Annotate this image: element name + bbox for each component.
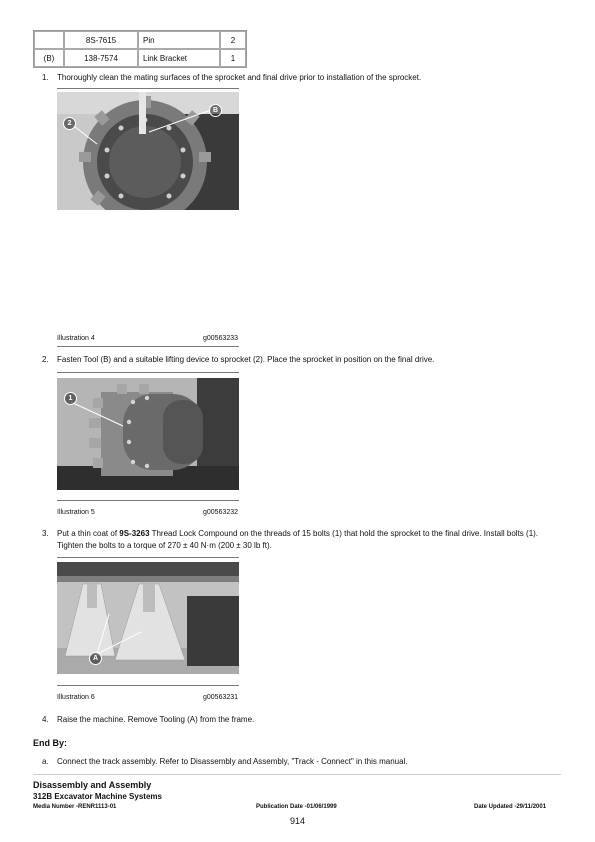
part-number-cell: 138-7574 [64, 49, 138, 67]
illustration-6-label: Illustration 6 [57, 694, 95, 701]
qty-cell: 2 [220, 31, 246, 49]
qty-cell: 1 [220, 49, 246, 67]
illustration-bottom-rule [57, 685, 239, 686]
part-number-cell: 8S-7615 [64, 31, 138, 49]
illustration-4-code: g00563233 [203, 335, 239, 342]
part-name-cell: Link Bracket [138, 49, 220, 67]
part-name-cell: Pin [138, 31, 220, 49]
table-row [34, 31, 246, 49]
footer-publication-date: Publication Date -01/06/1999 [256, 804, 337, 810]
footer-date-updated: Date Updated -29/11/2001 [474, 804, 547, 810]
illustration-top-rule [57, 372, 239, 373]
ref-cell [34, 31, 64, 49]
illustration-top-rule [57, 88, 239, 89]
item-letter: a. [42, 757, 49, 766]
step-text: Thoroughly clean the mating surfaces of the sprocket and final drive prior to installation of the sprocket. [57, 73, 422, 82]
illustration-6-code: g00563231 [203, 694, 239, 701]
final-drive-photo-image [57, 378, 239, 490]
footer-title: Disassembly and Assembly [33, 780, 152, 790]
illustration-5-label: Illustration 5 [57, 509, 95, 516]
illustration-bottom-rule [57, 346, 239, 347]
illustration-top-rule [57, 557, 239, 558]
step-text [57, 528, 552, 552]
step-number: 3. [42, 529, 49, 538]
parts-table [33, 30, 247, 68]
page-number: 914 [289, 816, 306, 826]
illustration-bottom-rule [57, 500, 239, 501]
item-text: Connect the track assembly. Refer to Disassembly and Assembly, "Track - Connect" in this manual. [57, 757, 408, 766]
callout-b: B [209, 104, 222, 117]
illustration-4-photo [57, 92, 239, 210]
footer-divider [33, 774, 561, 775]
illustration-5-photo [57, 378, 239, 490]
illustration-4-label: Illustration 4 [57, 335, 95, 342]
part-number-link: 9S-3263 [119, 529, 150, 538]
callout-a: A [89, 652, 102, 665]
stands-photo-image [57, 562, 239, 674]
step-text: Fasten Tool (B) and a suitable lifting device to sprocket (2). Place the sprocket in position on the final drive. [57, 355, 435, 364]
ref-cell: (B) [34, 49, 64, 67]
step-number: 2. [42, 355, 49, 364]
step-number: 1. [42, 73, 49, 82]
footer-media-number: Media Number -RENR1113-01 [33, 804, 117, 810]
footer-subtitle: 312B Excavator Machine Systems [33, 792, 162, 801]
step-text-post: Thread Lock Compound on the threads of 15 bolts (1) that hold the sprocket to the final drive. Install bolts (1). Tighten the bolts to a torque of 270 ± 40 N·m (200 ± 30 lb ft). [57, 529, 539, 550]
callout-1: 1 [64, 392, 77, 405]
end-by-heading: End By: [33, 738, 68, 748]
table-row [34, 49, 246, 67]
illustration-6-photo [57, 562, 239, 674]
step-number: 4. [42, 715, 49, 724]
illustration-5-code: g00563232 [203, 509, 239, 516]
callout-2: 2 [63, 117, 76, 130]
step-text-pre: Put a thin coat of [57, 529, 120, 538]
step-text: Raise the machine. Remove Tooling (A) from the frame. [57, 715, 255, 724]
